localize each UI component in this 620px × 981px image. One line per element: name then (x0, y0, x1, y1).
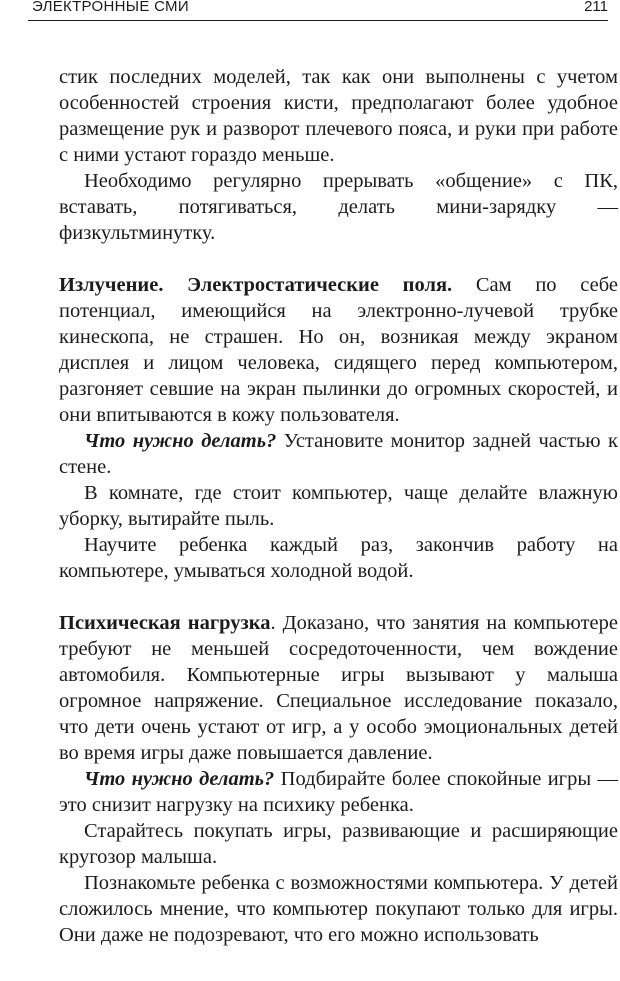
what-to-do-lead: Что нужно делать? (84, 768, 275, 790)
paragraph-continuation: стик последних моделей, так как они выполнены с учетом особенностей строения кисти, предполагают более удобное размещение рук и разворот плечевого пояса, и руки при работе с ними устают гораздо меньше. (59, 66, 618, 166)
running-header (28, 0, 608, 21)
paragraph: Необходимо регулярно прерывать «общение» с ПК, вставать, потягиваться, делать мини-зарядку — физкультминутку. (59, 170, 618, 244)
paragraph: Что нужно делать? Установите монитор задней частью к стене. (59, 430, 618, 478)
paragraph: Познакомьте ребенка с возможностями компьютера. У детей сложилось мнение, что компьютер покупают только для игры. Они даже не подозревают, что его можно использовать (59, 872, 618, 946)
section-mental-load: Психическая нагрузка. Доказано, что занятия на компьютере требуют не меньшей сосредоточенности, чем вождение автомобиля. Компьютерные игры вызывают у малыша огромное напряжение. Специальное исследование показало, что дети очень устают от игр, а у особо эмоциональных детей во время игры даже повышается давление. (59, 612, 618, 764)
page-number: 211 (584, 0, 608, 15)
page-body (59, 64, 618, 948)
paragraph: Старайтесь покупать игры, развивающие и расширяющие кругозор малыша. (59, 820, 618, 868)
section-heading: Психическая нагрузка (59, 612, 271, 634)
section-title: ЭЛЕКТРОННЫЕ СМИ (32, 0, 189, 15)
paragraph: Что нужно делать? Подбирайте более спокойные игры — это снизит нагрузку на психику ребенка. (59, 768, 618, 816)
section-radiation: Излучение. Электростатические поля. Сам по себе потенциал, имеющийся на электронно-лучевой трубке кинескопа, не страшен. Но он, возникая между экраном дисплея и лицом человека, сидящего перед компьютером, разгоняет севшие на экран пылинки до огромных скоростей, и они впитываются в кожу пользователя. (59, 274, 618, 426)
paragraph: В комнате, где стоит компьютер, чаще делайте влажную уборку, вытирайте пыль. (59, 482, 618, 530)
paragraph: Научите ребенка каждый раз, закончив работу на компьютере, умываться холодной водой. (59, 534, 618, 582)
section-heading: Излучение. Электростатические поля. (59, 274, 453, 296)
what-to-do-lead: Что нужно делать? (84, 430, 277, 452)
